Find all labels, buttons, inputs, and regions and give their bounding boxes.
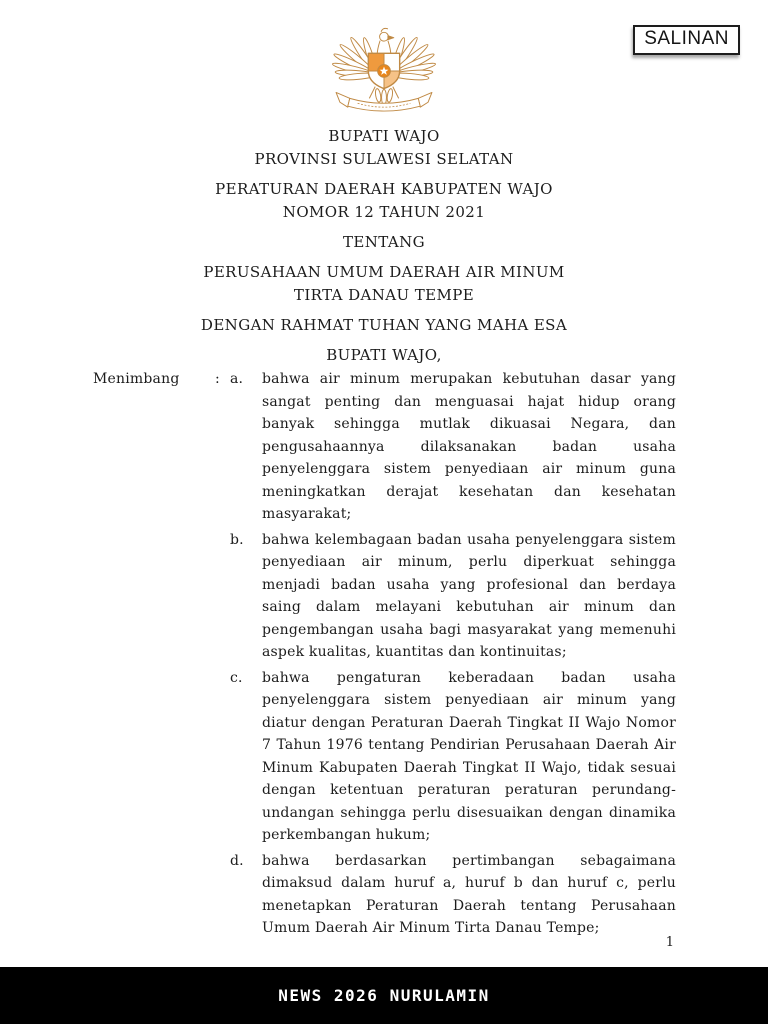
regulation-title: PERATURAN DAERAH KABUPATEN WAJO bbox=[215, 180, 553, 198]
office-title: BUPATI WAJO bbox=[328, 127, 440, 145]
item-text: bahwa berdasarkan pertimbangan sebagaimana dimaksud dalam huruf a, huruf b dan huruf c, perlu menetapkan Peraturan Daerah tentang Perusahaan Umum Daerah Air Minum Tirta Danau Tempe; bbox=[262, 852, 676, 936]
menimbang-label: Menimbang bbox=[93, 371, 180, 387]
subject-line-1: PERUSAHAAN UMUM DAERAH AIR MINUM bbox=[203, 263, 565, 281]
item-marker: c. bbox=[230, 669, 243, 686]
menimbang-colon: : bbox=[215, 371, 220, 387]
consideration-item-d bbox=[230, 850, 676, 940]
item-marker: d. bbox=[230, 852, 244, 869]
pancasila-shield bbox=[368, 53, 399, 88]
item-marker: a. bbox=[230, 371, 244, 387]
footer-watermark-bar bbox=[0, 967, 768, 1024]
page-number: 1 bbox=[665, 935, 674, 950]
regulation-number: NOMOR 12 TAHUN 2021 bbox=[282, 203, 486, 221]
consideration-item-a bbox=[230, 368, 676, 526]
subject-line-2: TIRTA DANAU TEMPE bbox=[293, 286, 475, 304]
salinan-stamp: SALINAN bbox=[633, 25, 740, 55]
footer-watermark-text: NEWS 2026 NURULAMIN bbox=[278, 986, 490, 1005]
emblem-container bbox=[0, 0, 768, 118]
consideration-item-c bbox=[230, 667, 676, 847]
considerations-section bbox=[93, 368, 676, 940]
item-text: bahwa pengaturan keberadaan badan usaha penyelenggara sistem penyediaan air minum yang diatur dengan Peraturan Daerah Tingkat II Wajo Nomor 7 Tahun 1976 tentang Pendirian Perusahaan Daerah Air Minum Kabupaten Daerah Tingkat II Wajo, tidak sesuai dengan ketentuan peraturan peraturan perundang-undangan sehingga perlu disesuaikan dengan dinamika perkembangan hukum; bbox=[262, 669, 676, 843]
tentang-label: TENTANG bbox=[342, 233, 425, 251]
province-title: PROVINSI SULAWESI SELATAN bbox=[254, 150, 514, 168]
item-marker: b. bbox=[230, 531, 244, 548]
consideration-item-b bbox=[230, 529, 676, 664]
item-text: bahwa air minum merupakan kebutuhan dasar yang sangat penting dan menguasai hajat hidup orang banyak sehingga mutlak dikuasai Negara, dan pengusahaannya dilaksanakan badan usaha penyelenggara sistem penyediaan air minum guna meningkatkan derajat kesehatan dan kesehatan masyarakat; bbox=[262, 371, 676, 522]
eagle-head bbox=[377, 28, 394, 55]
salutation-line: BUPATI WAJO, bbox=[326, 346, 442, 364]
invocation-line: DENGAN RAHMAT TUHAN YANG MAHA ESA bbox=[200, 316, 568, 334]
item-text: bahwa kelembagaan badan usaha penyelenggara sistem penyediaan air minum, perlu diperkuat sehingga menjadi badan usaha yang profesional dan berdaya saing dalam melayani kebutuhan air minum dan pengembangan usaha bagi masyarakat yang memenuhi aspek kualitas, kuantitas dan kontinuitas; bbox=[262, 531, 676, 660]
document-heading bbox=[0, 125, 768, 367]
garuda-pancasila-icon bbox=[319, 24, 449, 114]
